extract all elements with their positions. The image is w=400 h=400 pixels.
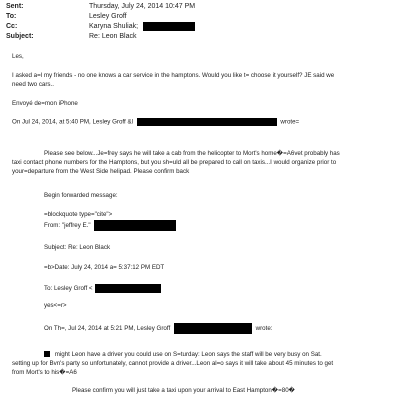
yes-line: yes<=r>: [44, 302, 67, 309]
to-value: Lesley Groff: [89, 13, 127, 20]
para4: Please confirm you will just take a taxi upon your arrival to East Hampton�=80�: [72, 387, 295, 394]
to-text: To: Lesley Groff <: [44, 285, 93, 293]
para3-redaction: [44, 351, 50, 357]
from-redaction: [94, 220, 176, 231]
quote1-suffix: wrote=: [280, 118, 300, 126]
sent-value: Thursday, July 24, 2014 10:47 PM: [89, 3, 196, 10]
date-line: =b>Date: July 24, 2014 a= 5:37:12 PM EDT: [44, 264, 165, 271]
signature: Envoyé de=mon iPhone: [12, 100, 78, 107]
subject-label: Subject:: [6, 33, 34, 40]
para1-line1: I asked a=l my friends - no one knows a car service in the hamptons. Would you like t= choose it yourself? JE said we: [12, 72, 335, 79]
from-line: [44, 220, 176, 231]
quote1-prefix: On Jul 24, 2014, at 5:40 PM, Lesley Groff &l: [12, 118, 133, 126]
to-line: [44, 284, 161, 293]
to-redaction: [95, 284, 161, 293]
subject-value: Re: Leon Black: [89, 33, 137, 40]
cc-label: Cc:: [6, 23, 18, 30]
quote2-redaction: [174, 323, 252, 334]
cc-redaction: [143, 22, 195, 31]
subject-line: Subject: Re: Leon Black: [44, 244, 111, 251]
para3-line1: [44, 351, 322, 359]
para3-line3: from Mort's to his�=A6: [12, 369, 77, 376]
para3-line1-text: might Leon have a driver you could use on S=turday: Leon says the staff will be very busy on Sat.: [54, 351, 322, 358]
blockquote-line: =blockquote type="cite">: [44, 211, 113, 218]
sent-label: Sent:: [6, 3, 24, 10]
quote2-suffix: wrote:: [255, 325, 273, 333]
para3-line2: setting up for Bvn's party so unfortunately, cannot provide a driver...Leon al=o says it will take about 45 minutes to get: [12, 360, 334, 367]
forward-label: Begin forwarded message:: [44, 192, 118, 199]
para1-line2: need two cars..: [12, 81, 54, 88]
para2-line3: your=departure from the West Side helipad. Please confirm back: [12, 168, 190, 175]
para2-line2: taxi contact phone numbers for the Hamptons, but you sh=uld all be prepared to call on taxis...I would organize prior to: [12, 159, 337, 166]
greeting: Les,: [12, 53, 24, 60]
quote1-header: [12, 118, 299, 127]
para2-line1: Please see below...Je=frey says he will take a cab from the helicopter to Mort's home�=A6vet probably has: [44, 150, 340, 157]
from-text: From: "jeffrey E.": [44, 222, 91, 230]
cc-value: Karyna Shuliak;: [89, 23, 139, 30]
quote2-prefix: On Th=, Jul 24, 2014 at 5:21 PM, Lesley Groff: [44, 325, 171, 333]
quote1-redaction: [137, 118, 277, 126]
to-label: To:: [6, 13, 17, 20]
quote2-header: [44, 323, 273, 334]
